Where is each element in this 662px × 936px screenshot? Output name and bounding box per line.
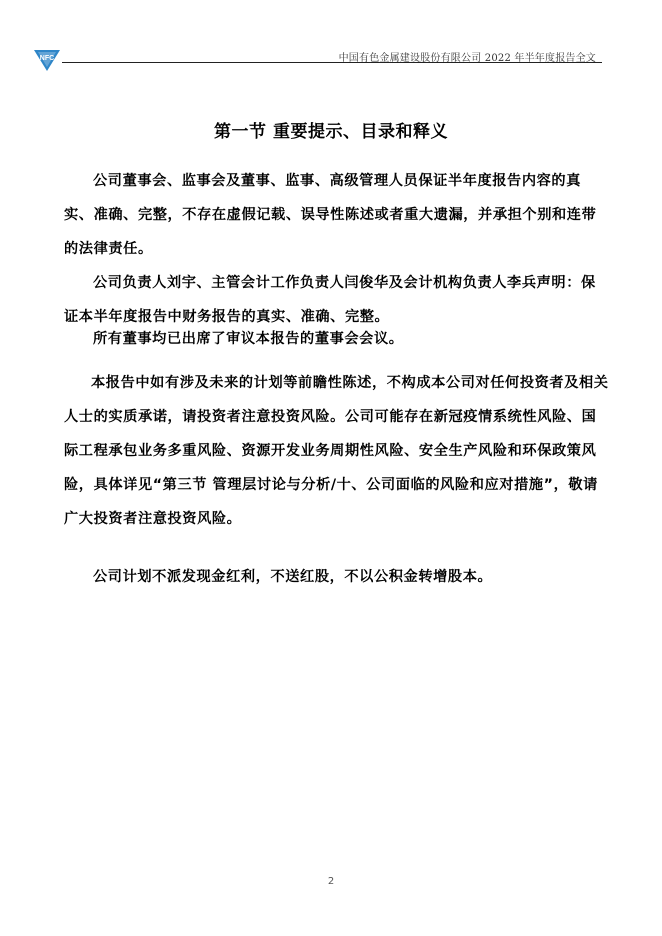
paragraph-responsible-persons: 公司负责人刘宇、主管会计工作负责人闫俊华及会计机构负责人李兵声明：保证本半年度报告中财务报告的真实、准确、完整。 [64,275,596,325]
paragraph-dividend-plan: 公司计划不派发现金红利，不送红股，不以公积金转增股本。 [93,569,493,585]
paragraph-directors-attendance: 所有董事均已出席了审议本报告的董事会会议。 [93,331,404,347]
page-number: 2 [327,876,335,887]
svg-text:NFC: NFC [39,55,55,62]
paragraph-forward-looking-risk: 本报告中如有涉及未来的计划等前瞻性陈述，不构成本公司对任何投资者及相关人士的实质承诺，请投资者注意投资风险。公司可能存在新冠疫情系统性风险、国际工程承包业务多重风险、资源开发业务周期性风险、安全生产风险和环保政策风险，具体详见“第三节 管理层讨论与分析/十、公司面临的风险和应对措施”，敬请广大投资者注意投资风险。 [64,375,609,527]
report-header-title: 中国有色金属建设股份有限公司 2022 年半年度报告全文 [338,53,596,64]
section-title: 第一节 重要提示、目录和释义 [214,122,448,142]
nfc-logo [32,46,62,72]
header-divider [62,62,602,63]
paragraph-board-guarantee: 公司董事会、监事会及董事、监事、高级管理人员保证半年度报告内容的真实、准确、完整，不存在虚假记载、误导性陈述或者重大遗漏，并承担个别和连带的法律责任。 [64,173,597,257]
